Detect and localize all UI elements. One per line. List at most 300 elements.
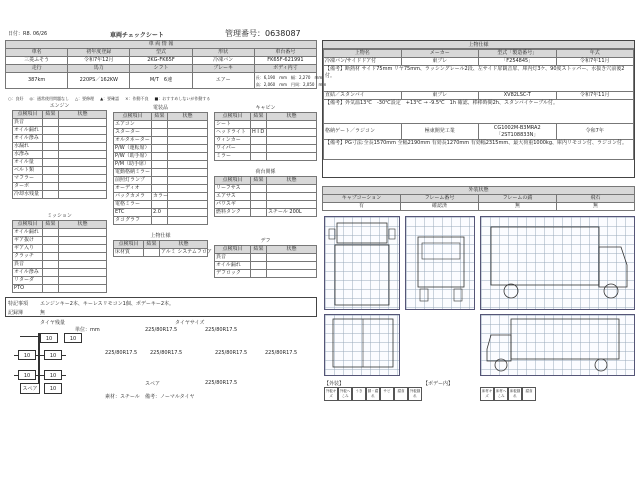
mission-result (43, 245, 59, 253)
sr1-2: 「F254845」 (479, 58, 557, 66)
tire-size-block (105, 325, 315, 405)
cabin-state (267, 137, 317, 145)
dmg-body-item: 腐食 (522, 387, 536, 401)
electric-state (168, 209, 208, 217)
truck-top-outline (325, 217, 401, 311)
engine-state (59, 119, 107, 127)
tire-size-title: タイヤサイズ (175, 320, 205, 326)
dmg-ext-item: 外板へこみ (338, 387, 352, 401)
mission-item: クラッチ (13, 253, 43, 261)
tire-rl-out: 10 (18, 350, 36, 360)
legend-2: △：要修理 (75, 96, 95, 101)
tire-remaining-title: タイヤ残量 (40, 320, 65, 326)
electric-state (168, 129, 208, 137)
electric-item: オルタネーター (115, 137, 150, 143)
sr2-1: 東プレ (401, 92, 479, 100)
body-section (214, 168, 317, 217)
dmg-ext-item: 錆・腐れ (366, 387, 380, 401)
cabin-result (251, 137, 267, 145)
engine-item: ターボ (13, 183, 43, 191)
electric-item: 前照灯ランプ (114, 177, 152, 185)
mission-item: ギア入り (13, 245, 43, 253)
electric-result (152, 121, 168, 129)
mission-state (59, 285, 107, 293)
engine-result (43, 143, 59, 151)
mission-result (43, 285, 59, 293)
mission-title: ミッション (47, 213, 72, 219)
engine-state (59, 159, 107, 167)
engine-result (43, 191, 59, 199)
spare-label: スペア (20, 383, 40, 394)
mission-result (43, 253, 59, 261)
legend-0: ○：良好 (8, 96, 24, 101)
engine-row (13, 119, 107, 127)
dmg-body-title: 【ボデー内】 (423, 381, 454, 387)
spec-remark-2: 【備考】外気温13℃ -30℃設定 +13℃ → -9.5℃ 1h 確認、棒棒時間2h、スタンバイケーブル付。 (324, 100, 634, 124)
spare-value: 10 (44, 383, 62, 394)
engine-result (43, 175, 59, 183)
engine-state (59, 127, 107, 135)
upper-col-0: 点検項目 (114, 241, 144, 249)
engine-item: 水漏れ (13, 143, 43, 151)
body-row (215, 201, 317, 209)
def-result (251, 270, 267, 278)
truck-side-outline (481, 217, 636, 311)
electric-row (114, 137, 208, 145)
def-state (267, 262, 317, 270)
sr3-1: 極東開発工業 (401, 124, 479, 140)
notes-text: エンジンキー2本、キーレスリモコン1個、ボデーキー2本。 (40, 301, 175, 307)
vh2-0: 走行 (6, 65, 68, 73)
electric-item: オーディオ (114, 185, 152, 193)
body-dims-1: 長：6,190 mm 幅：2,270 mm (255, 74, 323, 80)
engine-state (59, 135, 107, 143)
electric-title: 電装品 (152, 105, 168, 111)
record-value: 無 (40, 310, 46, 316)
mission-col-1: 結果 (43, 221, 59, 229)
mission-row (13, 245, 107, 253)
dmg-ext-item: サビ (380, 387, 394, 401)
def-row (215, 254, 317, 262)
engine-title: エンジン (49, 103, 70, 109)
engine-item: 冷却水残量 (13, 191, 43, 199)
mission-result (43, 269, 59, 277)
body-col-1: 結果 (251, 177, 267, 185)
vh1-2: 型式 (130, 49, 192, 57)
engine-row (13, 143, 107, 151)
ex-h3: 飛石 (557, 195, 635, 203)
electric-result: カラー (153, 193, 169, 199)
sr3-2: CG1002M-B3MRA2 (493, 124, 541, 131)
body-row (215, 209, 317, 217)
electric-state (168, 161, 208, 169)
def-col-2: 状態 (267, 246, 317, 254)
electric-result (152, 137, 168, 145)
engine-item: 水滲み (13, 151, 43, 159)
engine-row (13, 151, 107, 159)
body-result (251, 209, 267, 217)
electric-row (114, 185, 208, 193)
body-result (251, 185, 267, 193)
def-section (214, 237, 317, 278)
cabin-state (267, 153, 317, 161)
vehicle-info-header: 車 両 情 報 (6, 41, 317, 49)
electric-item: P/M（助手席） (114, 161, 152, 169)
electric-result: 2.0 (152, 209, 168, 217)
mission-row (13, 277, 107, 285)
mission-row (13, 269, 107, 277)
engine-row (13, 175, 107, 183)
mission-row (13, 253, 107, 261)
def-result (251, 262, 267, 270)
engine-state (59, 143, 107, 151)
cabin-col-0: 点検項目 (215, 113, 251, 121)
dmg-ext-item: 腐食 (394, 387, 408, 401)
body-item: リーフサス (215, 185, 251, 193)
engine-item: マフラー (13, 175, 43, 183)
dmg-body-item: 床板割れ (508, 387, 522, 401)
engine-state (59, 191, 107, 199)
mission-state (59, 261, 107, 269)
sh-2: 型式「製造番号」 (479, 50, 557, 58)
sr2-0: 直結／スタンバイ (324, 92, 402, 100)
engine-state (59, 151, 107, 159)
electric-item: バックカメラ (114, 193, 152, 201)
dmg-ext-item: うき (352, 387, 366, 401)
electric-row (114, 169, 208, 177)
record-label: 記録簿 (8, 310, 24, 316)
body-row (215, 193, 317, 201)
mission-state (59, 253, 107, 261)
electric-state (168, 153, 208, 161)
engine-item: 異音 (13, 119, 43, 127)
management-number-value: 0638087 (265, 29, 301, 38)
engine-result (43, 167, 59, 175)
body-state (267, 201, 317, 209)
mission-row (13, 237, 107, 245)
cabin-section (214, 104, 317, 161)
mission-item: PTO (13, 285, 43, 293)
body-state: スチール 200L (267, 209, 317, 217)
engine-row (13, 135, 107, 143)
size-1: 225/80R17.5 (205, 327, 238, 333)
ex-h2: フレームの錆 (479, 195, 557, 203)
electric-row (114, 145, 208, 153)
electric-row (114, 201, 208, 209)
body-dims (254, 73, 327, 89)
electric-col-0: 点検項目 (114, 113, 152, 121)
electric-result (152, 185, 168, 193)
electric-result (152, 161, 168, 169)
engine-col-1: 結果 (43, 111, 59, 119)
mission-item: オイル滲み (13, 269, 43, 277)
engine-row (13, 191, 107, 199)
cabin-item: ワイパー (215, 145, 251, 153)
vh1-1: 初年度登録 (68, 49, 130, 57)
tire-remark: 備考：ノーマルタイヤ (145, 394, 195, 400)
size-3: 225/80R17.5 (150, 350, 183, 356)
body-result (251, 201, 267, 209)
electric-item: 電格ミラー (114, 201, 152, 209)
body-col-0: 点検項目 (215, 177, 251, 185)
vh2-2: シフト (130, 65, 192, 73)
engine-result (43, 151, 59, 159)
def-title: デフ (260, 238, 271, 244)
tire-rr-in: 10 (44, 370, 62, 380)
ex-h1: フレーム番号 (401, 195, 479, 203)
spec-title: 上物仕様 (323, 41, 634, 49)
mission-col-0: 点検項目 (13, 221, 43, 229)
body-item: 燃料タンク (215, 209, 251, 217)
sr2-2: XV82LSC-T (479, 92, 557, 100)
dmg-body-row (480, 387, 536, 401)
vr1-4: FK65F-621991 (254, 57, 316, 65)
page-title: 車両チェックシート (110, 32, 164, 39)
spec-table (323, 49, 634, 160)
mission-result (43, 277, 59, 285)
size-2: 225/80R17.5 (105, 350, 138, 356)
vr2-2: M/T 6速 (130, 73, 192, 89)
electric-item: エアコン (114, 121, 152, 129)
cabin-state (267, 145, 317, 153)
electric-row (114, 193, 208, 201)
mission-state (59, 277, 107, 285)
engine-item: オイル滲み (13, 135, 43, 143)
cabin-col-2: 状態 (267, 113, 317, 121)
cabin-item: ヘッドライト (215, 129, 251, 137)
body-col-2: 状態 (267, 177, 317, 185)
mission-state (59, 269, 107, 277)
def-state (267, 270, 317, 278)
vh1-0: 車名 (6, 49, 68, 57)
body-item: エアサス (215, 193, 251, 201)
mission-result (43, 237, 59, 245)
dmg-body-item: 床材キズ (480, 387, 494, 401)
cabin-title: キャビン (255, 105, 276, 111)
electric-section (113, 104, 208, 225)
electric-state (168, 193, 208, 201)
def-col-0: 点検項目 (215, 246, 251, 254)
cabin-result: H I D (251, 129, 267, 137)
engine-row (13, 159, 107, 167)
body-state (267, 193, 317, 201)
cabin-col-1: 結果 (251, 113, 267, 121)
electric-result (152, 129, 168, 137)
truck-side-outline-2 (481, 315, 636, 377)
mission-state (59, 237, 107, 245)
spec-panel (322, 40, 635, 178)
electric-row (114, 209, 208, 217)
truck-side-view (480, 216, 635, 310)
mission-result (43, 261, 59, 269)
electric-result (152, 169, 168, 177)
cabin-result (251, 153, 267, 161)
cabin-row (215, 137, 317, 145)
cabin-row (215, 121, 317, 129)
upper-item: 床材質 (114, 249, 144, 257)
vehicle-info-table (5, 40, 327, 89)
engine-result (43, 135, 59, 143)
mission-row (13, 261, 107, 269)
vh1-3: 形状 (192, 49, 254, 57)
size-5: 225/80R17.5 (265, 350, 298, 356)
spare-size-label: スペア (145, 381, 161, 387)
cabin-state (267, 129, 317, 137)
notes-box (5, 297, 317, 317)
upper-col-1: 結果 (144, 241, 160, 249)
truck-side-view-2 (480, 314, 635, 376)
electric-row (114, 153, 208, 161)
management-number-label: 管理番号： (225, 29, 265, 38)
electric-state (168, 169, 208, 177)
engine-section (12, 102, 107, 199)
sr1-0: 冷凍バン/サイドドア付 (324, 58, 402, 66)
vr1-1: 令和7年12月 (68, 57, 130, 65)
cabin-result (251, 145, 267, 153)
engine-result (43, 183, 59, 191)
def-result (251, 254, 267, 262)
electric-item: ETC (114, 209, 152, 217)
electric-item: P/W（助手席） (115, 153, 150, 159)
truck-front-view (405, 216, 475, 310)
electric-item: タコグラフ (114, 217, 152, 225)
electric-state (168, 217, 208, 225)
tire-rl-in: 10 (44, 350, 62, 360)
body-item: パワスギ (215, 201, 251, 209)
cabin-row (215, 129, 317, 137)
mission-row (13, 229, 107, 237)
vh2-4: ボディ内寸 (254, 65, 316, 73)
def-row (215, 270, 317, 278)
electric-item: P/W（運転席） (115, 145, 150, 151)
sr3-2b: 「2ST108833N」 (496, 131, 539, 138)
cabin-item: ミラー (215, 153, 251, 161)
def-item: デフロック (215, 270, 251, 278)
sr1-3: 令和7年11月 (556, 58, 634, 66)
ex-v0: 有 (323, 203, 401, 211)
mission-section (12, 212, 107, 293)
cabin-result (251, 121, 267, 129)
cabin-item: ウィンカー (215, 137, 251, 145)
electric-row (114, 177, 208, 185)
def-state (267, 254, 317, 262)
electric-state (168, 137, 208, 145)
date: 日付：R8. 06/26 (8, 31, 48, 37)
tire-fr: 10 (64, 333, 82, 343)
engine-row (13, 127, 107, 135)
exterior-table (322, 186, 635, 211)
cabin-row (215, 145, 317, 153)
sr3-0: 格納ゲート／ラジコン (324, 124, 402, 140)
def-col-1: 結果 (251, 246, 267, 254)
mission-item: ギア抜け (13, 237, 43, 245)
electric-item: スターター (114, 129, 152, 137)
cabin-row (215, 153, 317, 161)
def-item: オイル漏れ (215, 262, 251, 270)
engine-col-0: 点検項目 (13, 111, 43, 119)
sr1-1: 東プレ (401, 58, 479, 66)
vh2-3: ブレーキ (192, 65, 254, 73)
spare-size: 225/80R17.5 (205, 380, 238, 386)
body-dims-2: 高：2,060 mm 円周：2,050 mm (255, 81, 327, 87)
upper-title: 上物仕様 (150, 233, 171, 239)
body-result (251, 193, 267, 201)
upper-col-2: 状態 (160, 241, 208, 249)
mission-item: リターダ (13, 277, 43, 285)
electric-state (168, 177, 208, 185)
electric-state (168, 185, 208, 193)
legend-4: ×：作動不良 (125, 96, 149, 101)
upper-row (114, 249, 208, 257)
sh-1: メーカー (401, 50, 479, 58)
electric-result (152, 153, 168, 161)
body-row (215, 185, 317, 193)
truck-rear-view (324, 314, 400, 376)
electric-state (168, 145, 208, 153)
def-item: 異音 (215, 254, 251, 262)
management-number (225, 28, 301, 39)
engine-item: オイル漏れ (13, 127, 43, 135)
electric-state (168, 121, 208, 129)
tire-fl: 10 (40, 333, 58, 343)
engine-row (13, 167, 107, 175)
mission-state (59, 229, 107, 237)
engine-col-2: 状態 (59, 111, 107, 119)
dmg-ext-title: 【外装】 (324, 381, 345, 387)
electric-col-2: 状態 (168, 113, 208, 121)
ex-v3: 無 (557, 203, 635, 211)
electric-col-1: 結果 (152, 113, 168, 121)
dmg-ext-item: 外板キズ (324, 387, 338, 401)
electric-result (152, 145, 168, 153)
engine-item: オイル量 (13, 159, 43, 167)
tire-unit: 単位：mm (75, 327, 100, 333)
dmg-ext-item: 外板割れ (408, 387, 422, 401)
tire-rr-out: 10 (18, 370, 36, 380)
legend-1: ◎：通常使用問題なし (29, 96, 69, 101)
mission-item: 異音 (13, 261, 43, 269)
def-row (215, 262, 317, 270)
cabin-item: シート (215, 121, 251, 129)
sh-3: 年式 (556, 50, 634, 58)
electric-state (168, 201, 208, 209)
electric-row (114, 121, 208, 129)
vr2-3: エアー (192, 73, 254, 89)
mission-result (43, 229, 59, 237)
upper-result (144, 249, 160, 257)
electric-item: 電動格納ミラー (115, 169, 151, 175)
vr1-0: 三菱ふそう (6, 57, 68, 65)
mission-col-2: 状態 (59, 221, 107, 229)
truck-front-outline (406, 217, 476, 311)
exterior-title: 外装状態 (323, 187, 635, 195)
vh1-4: 車台番号 (254, 49, 316, 57)
spec-remark-1: 【備考】断熱材 サイド75mm リヤ75mm、ラッシングレール2段、左サイド扉観音扉、庫内灯3ケ、90度ストッパー、水抜き穴前後2付。 (324, 66, 634, 92)
electric-result (152, 201, 168, 209)
body-state (267, 185, 317, 193)
electric-result (152, 217, 168, 225)
vh2-1: 馬力 (68, 65, 130, 73)
engine-result (43, 127, 59, 135)
electric-row (114, 129, 208, 137)
dmg-ext-row (324, 387, 422, 401)
truck-rear-outline (325, 315, 401, 377)
engine-item: ベルト類 (13, 167, 43, 175)
vr2-0: 387km (6, 73, 68, 89)
vr1-2: 2KG-FK65F (130, 57, 192, 65)
size-4: 225/80R17.5 (215, 350, 248, 356)
legend-3: ▲：要確認 (100, 96, 120, 101)
